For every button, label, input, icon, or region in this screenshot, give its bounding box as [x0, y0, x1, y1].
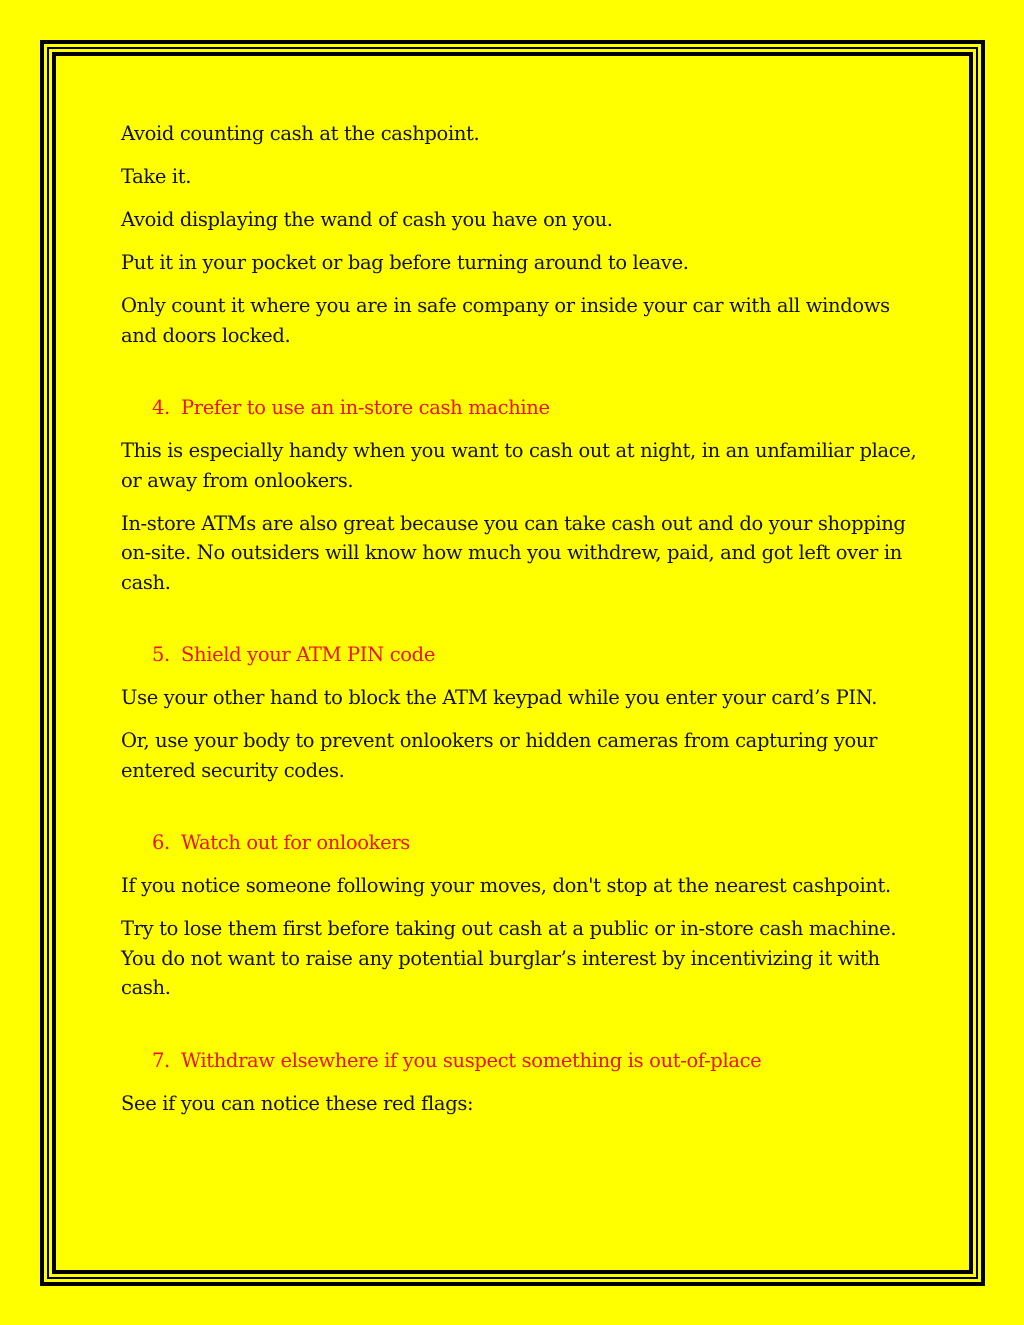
section-heading-7 [152, 1046, 921, 1076]
paragraph: See if you can notice these red flags: [121, 1091, 474, 1115]
section-title: Prefer to use an in-store cash machine [181, 396, 550, 419]
paragraph: Put it in your pocket or bag before turning around to leave. [121, 251, 689, 274]
section-number: 6. [152, 831, 170, 854]
section-title: Withdraw elsewhere if you suspect something is out-of-place [181, 1048, 762, 1072]
paragraph: Try to lose them first before taking out cash at a public or in-store cash machine. You do not want to raise any potential burglar’s interest by incentivizing it with cash. [121, 917, 897, 999]
section-number: 7. [152, 1048, 170, 1072]
paragraph: Avoid counting cash at the cashpoint. [121, 122, 480, 145]
section-number: 5. [152, 643, 170, 666]
paragraph: Use your other hand to block the ATM keypad while you enter your card’s PIN. [121, 686, 878, 709]
paragraph: Or, use your body to prevent onlookers or hidden cameras from capturing your entered security codes. [121, 729, 878, 782]
section-heading-6 [152, 828, 921, 858]
section-title: Watch out for onlookers [181, 831, 410, 854]
section-title: Shield your ATM PIN code [181, 643, 436, 666]
paragraph: Only count it where you are in safe company or inside your car with all windows and doors locked. [121, 294, 890, 347]
paragraph: If you notice someone following your moves, don't stop at the nearest cashpoint. [121, 874, 891, 897]
section-heading-4 [152, 393, 921, 423]
paragraph: Avoid displaying the wand of cash you have on you. [121, 208, 613, 231]
paragraph: Take it. [121, 165, 192, 188]
document-body [121, 119, 921, 1132]
section-heading-5 [152, 640, 921, 670]
paragraph: In-store ATMs are also great because you can take cash out and do your shopping on-site. No outsiders will know how much you withdrew, paid, and got left over in cash. [121, 511, 906, 594]
section-number: 4. [152, 396, 170, 419]
paragraph: This is especially handy when you want to cash out at night, in an unfamiliar place, or away from onlookers. [121, 439, 917, 492]
